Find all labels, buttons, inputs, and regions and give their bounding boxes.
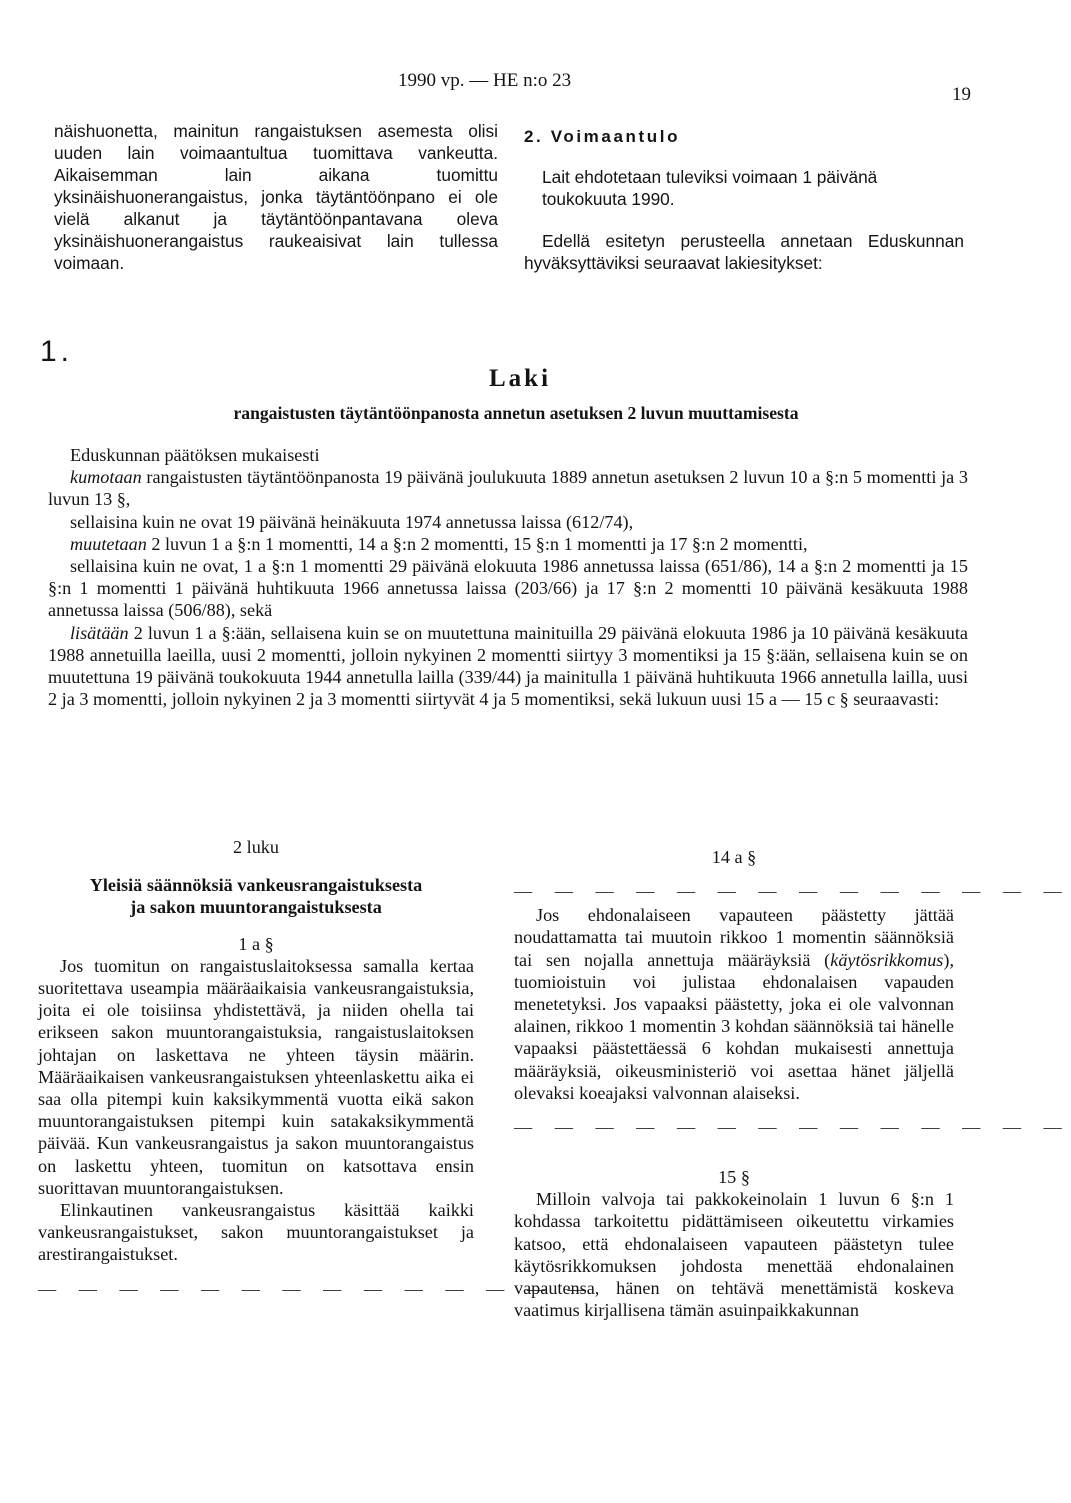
- top-right-column: [524, 126, 964, 274]
- chapter-title-line-1: Yleisiä säännöksiä vankeusrangaistuksesta: [89, 875, 423, 896]
- preamble-enacting-clause: Eduskunnan päätöksen mukaisesti: [70, 445, 320, 465]
- section-heading-voimaantulo: 2. Voimaantulo: [524, 127, 681, 146]
- omission-dashes: — — — — — — — — — — — — — —: [38, 1278, 595, 1299]
- preamble-amend: [48, 533, 968, 555]
- term-kaytosrikkomus: käytösrikkomus: [830, 949, 944, 970]
- section-15-heading: 15 §: [718, 1167, 750, 1188]
- omission-dashes-bottom: — — — — — — — — — — — — — —: [514, 1117, 1071, 1138]
- section-14a-heading: 14 a §: [711, 847, 757, 867]
- section-1a-paragraph-1: Jos tuomitun on rangaistuslaitoksessa samalla kertaa suoritettava useampia määräaikaisia vankeusrangaistuksia, joita ei ole toisiinsa yhdistettävä, ja niiden ohella tai erikseen sakon muuntorangaistuksia, rangaistuslaitoksen johtajan on laskettava ne yhteen täysin määrin. Määräaikaisen vankeusrangaistuksen yhteenlaskettu aika ei saa olla pitempi kuin kaksikymmentä vuotta eikä sakon muuntorangaistuksen pitempi kuin satakaksikymmentä päivää. Kun vankeusrangaistus ja sakon muuntorangaistus on laskettu yhteen, tuomitun on katsottava ensin suorittavan muuntorangaistuksen.: [38, 955, 474, 1198]
- preamble-amend-source: sellaisina kuin ne ovat, 1 a §:n 1 momentti 29 päivänä elokuuta 1986 annetussa laissa (651/86), 14 a §:n 2 momentti ja 15 §:n 1 momentti 1 päivänä huhtikuuta 1966 annetussa laissa (203/66) ja 17 §:n 2 momentti 10 päivänä kesäkuuta 1988 annetussa laissa (506/88), sekä: [48, 556, 968, 621]
- section-15-paragraph: Milloin valvoja tai pakkokeinolain 1 luvun 6 §:n 1 kohdassa tarkoitettu pidättämiseen oikeutettu virkamies katsoo, että ehdonalaiseen vapauteen päästetyn tulee käytösrikkomuksen johdosta menettää ehdonalainen vapautensa, hänen on tehtävä menettämistä koskeva vaatimus kirjallisena tämän asuinpaikkakunnan: [514, 1189, 954, 1321]
- chapter-number: 2 luku: [233, 837, 279, 857]
- chapter-title-line-2: ja sakon muuntorangaistuksesta: [130, 897, 382, 918]
- omission-dashes-top: — — — — — — — — — — — — — —: [514, 881, 1071, 902]
- keyword-lisataan: lisätään: [70, 622, 129, 643]
- entry-into-force-paragraph: Lait ehdotetaan tuleviksi voimaan 1 päivänä toukokuuta 1990.: [542, 167, 878, 209]
- bottom-left-column: [38, 836, 595, 1302]
- chapter-title: [38, 874, 474, 918]
- law-subtitle: rangaistusten täytäntöönpanosta annetun asetuksen 2 luvun muuttamisesta: [233, 403, 799, 423]
- law-number: 1.: [40, 335, 74, 368]
- preamble-add-text: 2 luvun 1 a §:ään, sellaisena kuin se on muutettuna mainituilla 29 päivänä elokuuta 1986 ja 10 päivänä kesäkuuta 1988 annetuilla laeilla, uusi 2 momentti, jolloin nykyinen 2 momentti siirtyy 3 momentiksi ja 15 §:ään, sellaisena kuin se on muutettuna 19 päivänä toukokuuta 1944 annetulla lailla (339/44) ja mainitulla 1 päivänä huhtikuuta 1966 annetulla lailla, uusi 2 ja 3 momentti, jolloin nykyinen 2 ja 3 momentti siirtyvät 4 ja 5 momentiksi, sekä lukuun uusi 15 a — 15 c § seuraavasti:: [48, 622, 968, 710]
- keyword-kumotaan: kumotaan: [70, 467, 142, 488]
- section-1a-heading: 1 a §: [238, 933, 274, 954]
- keyword-muutetaan: muutetaan: [70, 533, 147, 554]
- bottom-right-column: [514, 846, 1071, 1321]
- preamble-repeal-text: rangaistusten täytäntöönpanosta 19 päivänä joulukuuta 1889 annetun asetuksen 2 luvun 10 a §:n 5 momentti ja 3 luvun 13 §,: [48, 467, 968, 510]
- preamble-repeal: [48, 466, 968, 510]
- section-1a-paragraph-2: Elinkautinen vankeusrangaistus käsittää kaikki vankeusrangaistukset, sakon muuntorangaistukset ja arestirangaistukset.: [38, 1200, 474, 1265]
- header-title: 1990 vp. — HE n:o 23: [398, 70, 572, 91]
- law-title: Laki: [488, 365, 552, 392]
- running-head: [0, 70, 1024, 105]
- top-left-column: [54, 120, 498, 274]
- preamble-add: [48, 622, 968, 711]
- page-number: 19: [952, 84, 971, 105]
- section-14a-text-b: ), tuomioistuin voi julistaa ehdonalaisen vapauden menetetyksi. Jos vapaaksi päästetty, joka ei ole valvonnan alainen, rikkoo 1 momentin 3 kohdan säännöksiä tai hänelle vapaaksi päästettäessä 6 kohdan mukaisesti annettuja määräyksiä, oikeusministeriö voi asettaa hänet jäljellä olevaksi koeajaksi valvonnan alaiseksi.: [514, 949, 954, 1103]
- law-preamble: [48, 444, 968, 710]
- section-14a-text-a: Jos ehdonalaiseen vapauteen päästetty jättää noudattamatta tai muutoin rikkoo 1 momentin säännöksiä tai sen nojalla annettuja määräyksiä (: [514, 905, 954, 970]
- proposal-paragraph: Edellä esitetyn perusteella annetaan Eduskunnan hyväksyttäviksi seuraavat lakiesitykset:: [524, 231, 964, 273]
- preamble-amend-text: 2 luvun 1 a §:n 1 momentti, 14 a §:n 2 momentti, 15 §:n 1 momentti ja 17 §:n 2 momentti,: [146, 533, 808, 554]
- section-14a-paragraph: [514, 904, 954, 1104]
- preamble-repeal-source: sellaisina kuin ne ovat 19 päivänä heinäkuuta 1974 annetussa laissa (612/74),: [70, 511, 634, 532]
- top-left-paragraph: näishuonetta, mainitun rangaistuksen asemesta olisi uuden lain voimaantultua tuomittava vankeutta. Aikaisemman lain aikana tuomittu yksinäishuonerangaistus, jonka täytäntöönpano ei ole vielä alkanut ja täytäntöönpantavana oleva yksinäishuonerangaistus raukeaisivat lain tullessa voimaan.: [54, 121, 498, 273]
